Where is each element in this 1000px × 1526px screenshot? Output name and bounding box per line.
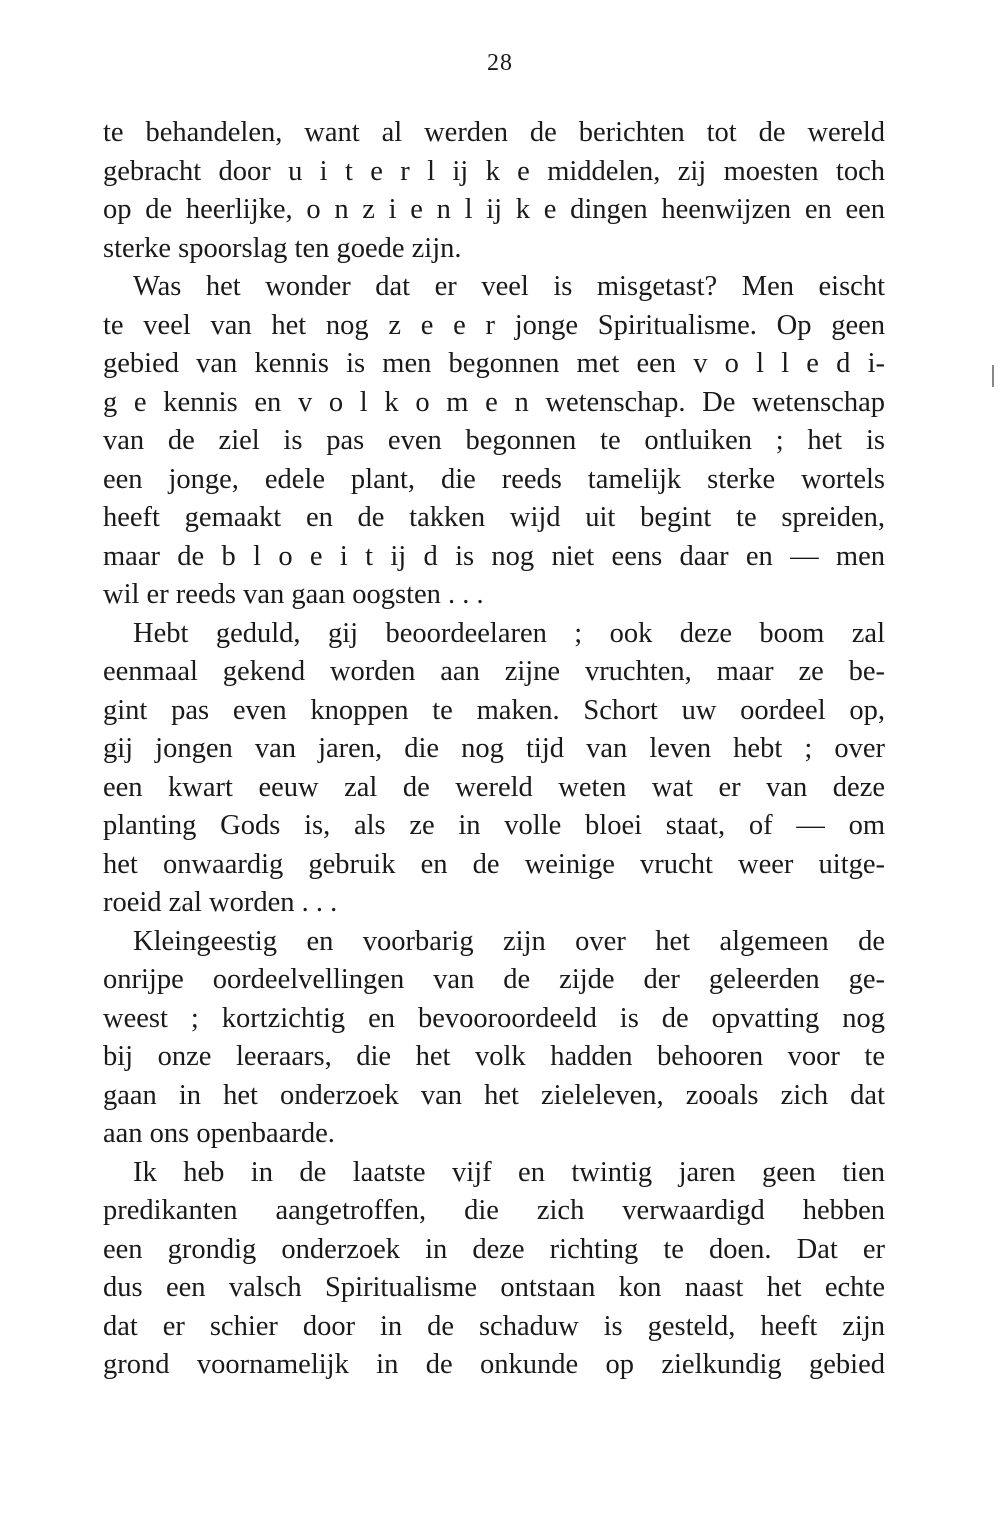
text-line: heeft gemaakt en de takken wijd uit begint te spreiden, xyxy=(103,502,885,533)
text-line: weest ; kortzichtig en bevooroordeeld is de opvatting nog xyxy=(103,1002,885,1034)
text-line: gebied van kennis is men begonnen met een v o l l e d i- xyxy=(103,348,885,379)
text-line: sterke spoorslag ten goede zijn. xyxy=(103,232,462,264)
text-line: Kleingeestig en voorbarig zijn over het algemeen de xyxy=(133,925,885,957)
text-line: bij onze leeraars, die het volk hadden behooren voor te xyxy=(103,1041,885,1072)
text-line: maar de b l o e i t ij d is nog niet eens daar en — men xyxy=(103,540,885,572)
text-line: gij jongen van jaren, die nog tijd van leven hebt ; over xyxy=(103,733,885,764)
text-line: Hebt geduld, gij beoordeelaren ; ook deze boom zal xyxy=(133,617,885,649)
text-line: grond voornamelijk in de onkunde op zielkundig gebied xyxy=(103,1349,885,1380)
text-line: planting Gods is, als ze in volle bloei staat, of — om xyxy=(103,810,885,841)
text-line: g e kennis en v o l k o m e n wetenschap. De wetenschap xyxy=(103,386,885,418)
page-number: 28 xyxy=(487,50,513,76)
text-line: een grondig onderzoek in deze richting te doen. Dat er xyxy=(103,1233,885,1265)
text-line: een kwart eeuw zal de wereld weten wat er van deze xyxy=(103,771,885,803)
text-line: eenmaal gekend worden aan zijne vruchten, maar ze be- xyxy=(103,656,885,687)
text-line: Ik heb in de laatste vijf en twintig jaren geen tien xyxy=(133,1156,885,1188)
text-line: op de heerlijke, o n z i e n l ij k e dingen heenwijzen en een xyxy=(103,194,885,225)
text-line: gint pas even knoppen te maken. Schort uw oordeel op, xyxy=(103,694,885,726)
text-line: gebracht door u i t e r l ij k e middelen, zij moesten toch xyxy=(103,155,885,187)
text-line: predikanten aangetroffen, die zich verwaardigd hebben xyxy=(103,1195,885,1226)
text-line: Was het wonder dat er veel is misgetast? Men eischt xyxy=(133,271,885,302)
text-line: te behandelen, want al werden de berichten tot de wereld xyxy=(103,117,885,148)
text-line: te veel van het nog z e e r jonge Spiritualisme. Op geen xyxy=(103,309,885,341)
margin-mark xyxy=(992,365,994,387)
text-line: een jonge, edele plant, die reeds tamelijk sterke wortels xyxy=(103,463,885,495)
text-line: gaan in het onderzoek van het zieleleven, zooals zich dat xyxy=(103,1079,885,1111)
text-line: van de ziel is pas even begonnen te ontluiken ; het is xyxy=(103,425,885,456)
text-line: het onwaardig gebruik en de weinige vrucht weer uitge- xyxy=(103,848,885,880)
body-text xyxy=(103,114,885,1385)
text-line: aan ons openbaarde. xyxy=(103,1118,335,1149)
text-line: dus een valsch Spiritualisme ontstaan kon naast het echte xyxy=(103,1272,885,1303)
text-line: dat er schier door in de schaduw is gesteld, heeft zijn xyxy=(103,1310,885,1342)
text-line: roeid zal worden . . . xyxy=(103,887,338,918)
text-line: onrijpe oordeelvellingen van de zijde der geleerden ge- xyxy=(103,964,885,995)
text-line: wil er reeds van gaan oogsten . . . xyxy=(103,579,484,610)
